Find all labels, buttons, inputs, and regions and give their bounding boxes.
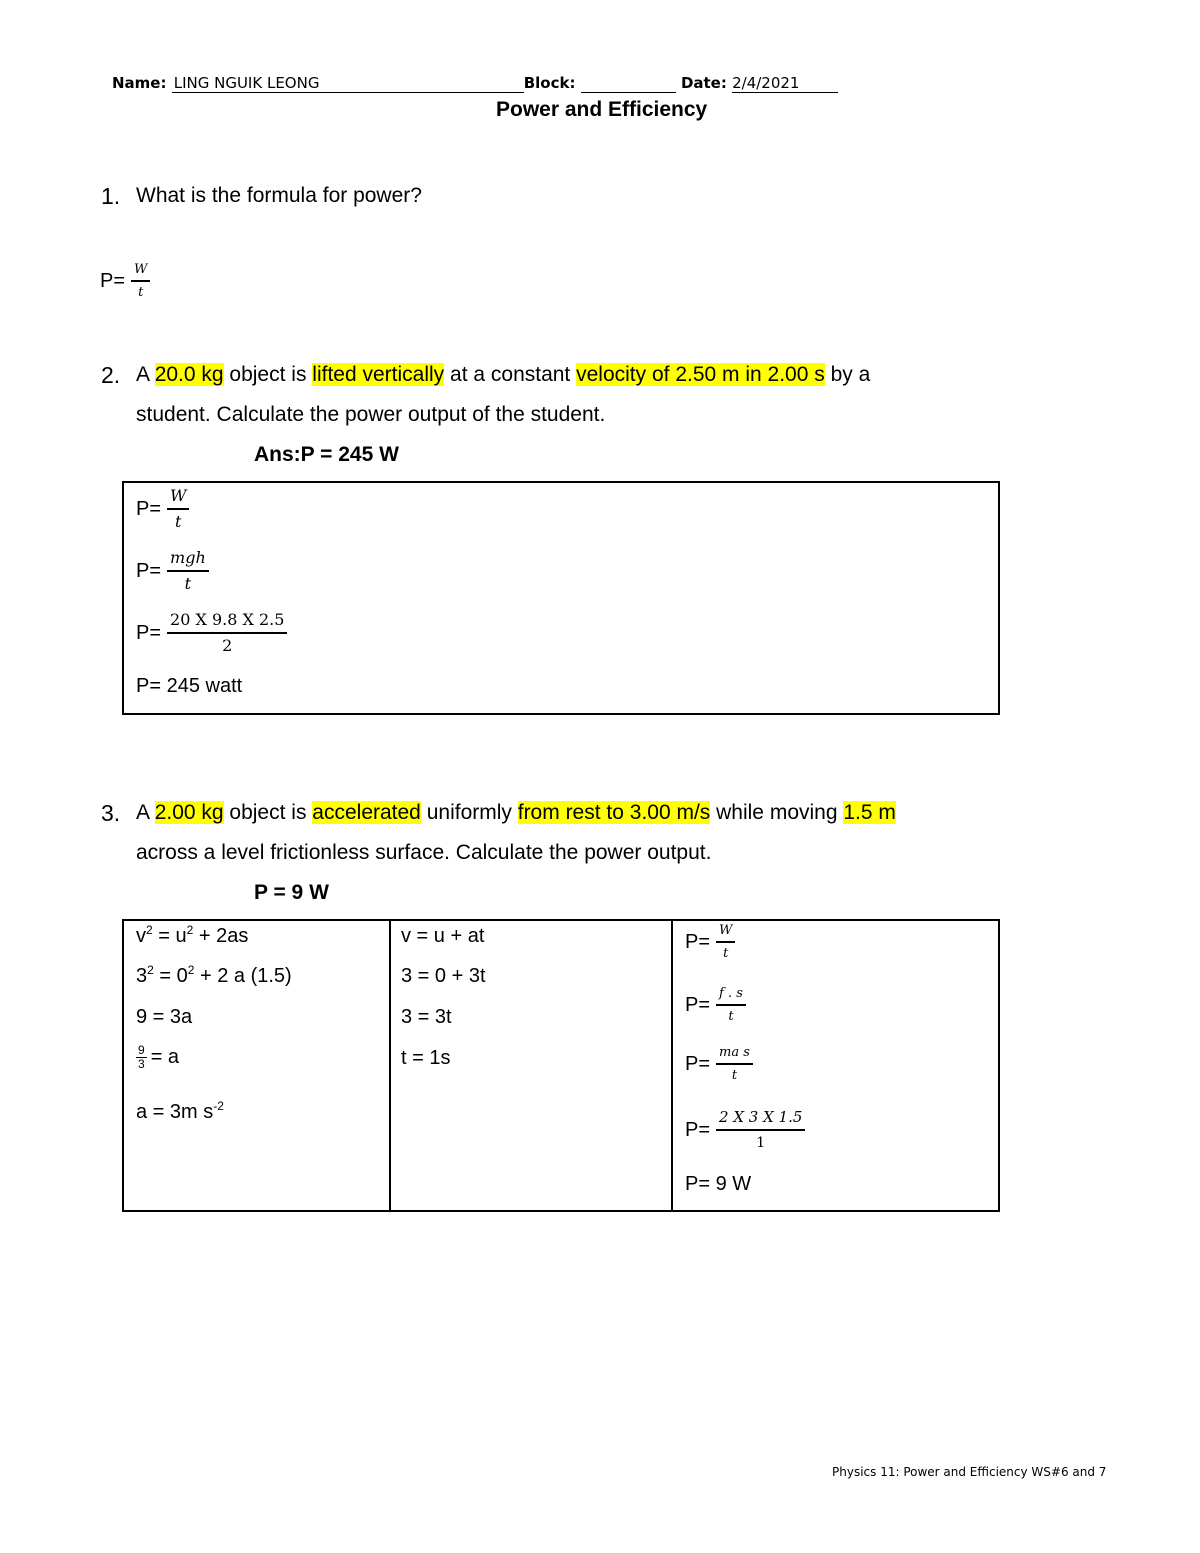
work-result: P= 9 W xyxy=(685,1173,752,1195)
question-1 xyxy=(101,176,422,216)
work-line: 3 = 0 + 3t xyxy=(401,965,486,987)
numerator: W xyxy=(167,487,189,510)
page-title: Power and Efficiency xyxy=(496,98,708,121)
work-line xyxy=(685,1108,805,1152)
numerator: 20 X 9.8 X 2.5 xyxy=(167,611,287,634)
superscript: 2 xyxy=(187,963,195,977)
fraction xyxy=(716,1108,805,1152)
denominator: 1 xyxy=(756,1135,766,1151)
table-column-kinematics xyxy=(124,921,389,1210)
superscript: 2 xyxy=(146,923,153,937)
numerator: f . s xyxy=(716,986,746,1006)
highlight-mass: 20.0 kg xyxy=(154,363,224,386)
highlight-accelerated: accelerated xyxy=(312,801,421,824)
text-segment: = a xyxy=(150,1046,180,1068)
work-line: 9 = 3a xyxy=(136,1006,193,1028)
denominator: 2 xyxy=(222,636,233,655)
text-segment: = 0 xyxy=(153,965,188,987)
superscript: -2 xyxy=(213,1099,224,1113)
formula-lhs: P= xyxy=(100,269,126,292)
work-line xyxy=(685,923,735,961)
table-column-time xyxy=(389,921,673,1210)
work-line: t = 1s xyxy=(401,1047,451,1069)
work-line: v = u + at xyxy=(401,925,485,947)
text-segment: 3 xyxy=(136,965,148,987)
denominator: t xyxy=(731,1068,738,1083)
denominator: 3 xyxy=(138,1057,145,1071)
work-result: P= 245 watt xyxy=(136,675,243,697)
formula-lhs: P= xyxy=(136,621,162,644)
text-segment: object is xyxy=(223,801,313,824)
q3-answer: P = 9 W xyxy=(254,881,329,904)
fraction xyxy=(167,611,287,655)
question-3-line2: across a level frictionless surface. Calculate the power output. xyxy=(136,841,712,864)
text-segment: object is xyxy=(223,363,313,386)
text-segment: = u xyxy=(152,925,187,947)
fraction xyxy=(136,1044,147,1071)
formula-lhs: P= xyxy=(685,1052,711,1075)
text-segment: A xyxy=(136,363,155,386)
work-line xyxy=(685,986,746,1024)
fraction xyxy=(716,986,746,1024)
fraction xyxy=(167,487,189,531)
name-label: Name: xyxy=(112,74,167,92)
text-segment: + 2as xyxy=(193,925,249,947)
date-value: 2/4/2021 xyxy=(732,74,800,92)
q3-work-table xyxy=(122,919,1000,1212)
question-3 xyxy=(101,793,896,833)
work-line xyxy=(136,1101,224,1124)
question-number: 2. xyxy=(101,362,121,388)
highlight-lifted: lifted vertically xyxy=(312,363,445,386)
numerator: mgh xyxy=(167,549,209,572)
page-footer: Physics 11: Power and Efficiency WS#6 and 7 xyxy=(832,1465,1107,1479)
work-line xyxy=(136,965,292,988)
header-line xyxy=(112,74,838,93)
fraction xyxy=(131,262,150,300)
numerator: 9 xyxy=(138,1043,145,1057)
table-column-power xyxy=(671,921,998,1210)
text-segment: by a xyxy=(824,363,871,386)
text-segment: at a constant xyxy=(444,363,577,386)
q2-answer: Ans:P = 245 W xyxy=(254,443,399,466)
work-line xyxy=(685,1045,753,1083)
denominator: t xyxy=(138,285,144,300)
q2-work-box xyxy=(122,481,1000,715)
text-segment: uniformly xyxy=(420,801,518,824)
work-line xyxy=(136,1044,179,1071)
formula-lhs: P= xyxy=(685,930,711,953)
date-field xyxy=(732,74,838,93)
text-segment: while moving xyxy=(710,801,844,824)
q1-answer-formula xyxy=(100,262,150,300)
denominator: t xyxy=(184,574,192,593)
denominator: t xyxy=(728,1009,734,1024)
numerator: ma s xyxy=(716,1045,753,1065)
text-segment: + 2 a (1.5) xyxy=(194,965,292,987)
numerator: W xyxy=(131,262,150,282)
denominator: t xyxy=(723,946,729,961)
formula-lhs: P= xyxy=(136,559,162,582)
superscript: 2 xyxy=(147,963,154,977)
text-segment: v xyxy=(136,925,146,947)
highlight-speed: from rest to 3.00 m/s xyxy=(517,801,711,824)
name-field xyxy=(172,74,524,93)
name-value: LING NGUIK LEONG xyxy=(173,74,320,92)
text-segment: a = 3m s xyxy=(136,1101,214,1123)
superscript: 2 xyxy=(186,923,194,937)
question-text: What is the formula for power? xyxy=(136,184,422,207)
work-line xyxy=(136,549,209,593)
question-number: 1. xyxy=(101,183,121,209)
formula-lhs: P= xyxy=(136,497,162,520)
highlight-distance: 1.5 m xyxy=(843,801,896,824)
date-label: Date: xyxy=(680,74,727,92)
question-2-line2: student. Calculate the power output of the student. xyxy=(136,403,606,426)
formula-lhs: P= xyxy=(685,1118,711,1141)
highlight-velocity: velocity of 2.50 m in 2.00 s xyxy=(576,363,825,386)
question-2 xyxy=(101,355,871,395)
work-line xyxy=(136,611,287,655)
fraction xyxy=(167,549,209,593)
work-line xyxy=(136,925,248,948)
numerator: 2 X 3 X 1.5 xyxy=(716,1108,805,1131)
text-segment: A xyxy=(136,801,155,824)
block-field xyxy=(581,74,676,93)
numerator: W xyxy=(716,923,735,943)
work-line xyxy=(136,487,189,531)
question-number: 3. xyxy=(101,800,121,826)
denominator: t xyxy=(175,512,182,531)
block-label: Block: xyxy=(523,74,576,92)
fraction xyxy=(716,923,735,961)
highlight-mass: 2.00 kg xyxy=(154,801,224,824)
fraction xyxy=(716,1045,753,1083)
work-line: 3 = 3t xyxy=(401,1006,452,1028)
formula-lhs: P= xyxy=(685,993,711,1016)
